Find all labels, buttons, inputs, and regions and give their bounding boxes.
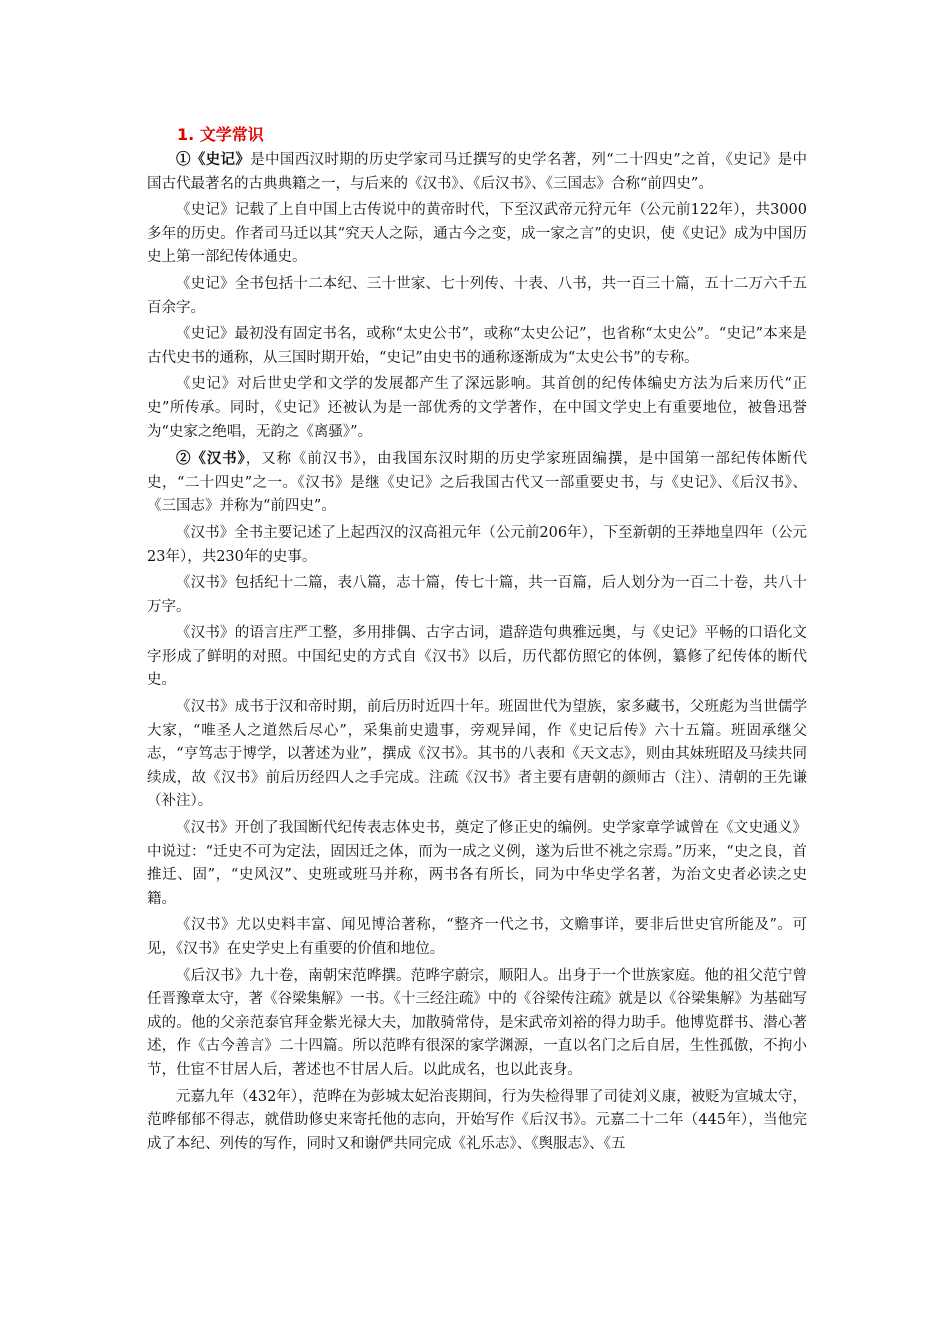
paragraph-text: 《史记》记载了上自中国上古传说中的黄帝时代，下至汉武帝元狩元年（公元前122年），共3000多年的历史。作者司马迁以其“究天人之际，通古今之变，成一家之言”的史识，使《史记》成为中国历史上第一部纪传体通史。 — [147, 202, 807, 266]
paragraph — [147, 522, 807, 569]
paragraph — [147, 323, 807, 370]
paragraph — [147, 572, 807, 619]
paragraph-shiji-intro — [147, 148, 807, 196]
paragraph — [147, 199, 807, 270]
paragraph-text: 《汉书》的语言庄严工整，多用排偶、古字古词，遣辞造句典雅远奥，与《史记》平畅的口语化文字形成了鲜明的对照。中国纪史的方式自《汉书》以后，历代都仿照它的体例，纂修了纪传体的断代史。 — [147, 625, 807, 689]
paragraph-lead: ②《汉书》 — [176, 450, 246, 468]
paragraph-text: 《汉书》全书主要记述了上起西汉的汉高祖元年（公元前206年），下至新朝的王莽地皇四年（公元23年），共230年的史事。 — [147, 524, 807, 565]
paragraph-text: 《史记》全书包括十二本纪、三十世家、七十列传、十表、八书，共一百三十篇，五十二万六千五百余字。 — [147, 275, 807, 316]
section-heading: 1. 文学常识 — [177, 125, 264, 144]
paragraph — [147, 965, 807, 1083]
paragraph-text: 《汉书》包括纪十二篇，表八篇，志十篇，传七十篇，共一百篇，后人划分为一百二十卷，共八十万字。 — [147, 575, 807, 615]
paragraph — [147, 817, 807, 911]
paragraph-text: 《汉书》尤以史料丰富、闻见博洽著称，“整齐一代之书，文赡事详，要非后世史官所能及”。可见，《汉书》在史学史上有重要的价值和地位。 — [147, 917, 807, 957]
paragraph-text: 《汉书》成书于汉和帝时期，前后历时近四十年。班固世代为望族，家多藏书，父班彪为当世儒学大家，“唯圣人之道然后尽心”，采集前史遗事，旁观异闻，作《史记后传》六十五篇。班固承继父志，“亨笃志于博学，以著述为业”，撰成《汉书》。其书的八表和《天文志》，则由其妹班昭及马续共同续成，故《汉书》前后历经四人之手完成。注疏《汉书》者主要有唐朝的颜师古（注）、清朝的王先谦（补注）。 — [147, 699, 807, 810]
paragraph-lead: ①《史记》 — [176, 151, 251, 168]
paragraph-hanshu-intro — [147, 447, 807, 519]
paragraph-text: 元嘉九年（432年），范晔在为彭城太妃治丧期间，行为失检得罪了司徒刘义康，被贬为宣城太守，范晔郁郁不得志，就借助修史来寄托他的志向，开始写作《后汉书》。元嘉二十二年（445年），当他完成了本纪、列传的写作，同时又和谢俨共同完成《礼乐志》、《舆服志》、《五 — [147, 1088, 807, 1152]
paragraph-text: 《后汉书》九十卷，南朝宋范晔撰。范晔字蔚宗，顺阳人。出身于一个世族家庭。他的祖父范宁曾任晋豫章太守，著《谷梁集解》一书。《十三经注疏》中的《谷梁传注疏》就是以《谷梁集解》为基础写成的。他的父亲范泰官拜金紫光禄大夫，加散骑常侍，是宋武帝刘裕的得力助手。他博览群书、潜心著述，作《古今善言》二十四篇。所以范晔有很深的家学渊源，一直以名门之后自居，生性孤傲，不拘小节，仕宦不甘居人后，著述也不甘居人后。以此成名，也以此丧身。 — [147, 967, 807, 1078]
paragraph — [147, 273, 807, 320]
paragraph-text: 《汉书》开创了我国断代纪传表志体史书，奠定了修正史的编例。史学家章学诚曾在《文史通义》中说过：“迁史不可为定法，固因迁之体，而为一成之义例，遂为后世不祧之宗焉。”历来，“史之良，首推迁、固”，“史风汉”、史班或班马并称，两书各有所长，同为中华史学名著，为治文史者必读之史籍。 — [147, 820, 807, 907]
paragraph — [147, 622, 807, 693]
paragraph-text: 《史记》对后世史学和文学的发展都产生了深远影响。其首创的纪传体编史方法为后来历代“正史”所传承。同时，《史记》还被认为是一部优秀的文学著作，在中国文学史上有重要地位，被鲁迅誉为“史家之绝唱，无韵之《离骚》”。 — [147, 376, 807, 440]
paragraph — [147, 696, 807, 814]
paragraph-text: 《史记》最初没有固定书名，或称“太史公书”，或称“太史公记”，也省称“太史公”。“史记”本来是古代史书的通称，从三国时期开始，“史记”由史书的通称逐渐成为“太史公书”的专称。 — [147, 326, 807, 366]
paragraph-text: ，又称《前汉书》，由我国东汉时期的历史学家班固编撰，是中国第一部纪传体断代史，“二十四史”之一。《汉书》是继《史记》之后我国古代又一部重要史书，与《史记》、《后汉书》、《三国志》并称为“前四史”。 — [147, 451, 807, 515]
paragraph — [147, 373, 807, 444]
document-page — [147, 122, 807, 1159]
paragraph — [147, 914, 807, 961]
paragraph-text: 是中国西汉时期的历史学家司马迁撰写的史学名著，列“二十四史”之首，《史记》是中国古代最著名的古典典籍之一，与后来的《汉书》、《后汉书》、《三国志》合称“前四史”。 — [147, 152, 808, 192]
paragraph — [147, 1086, 807, 1157]
